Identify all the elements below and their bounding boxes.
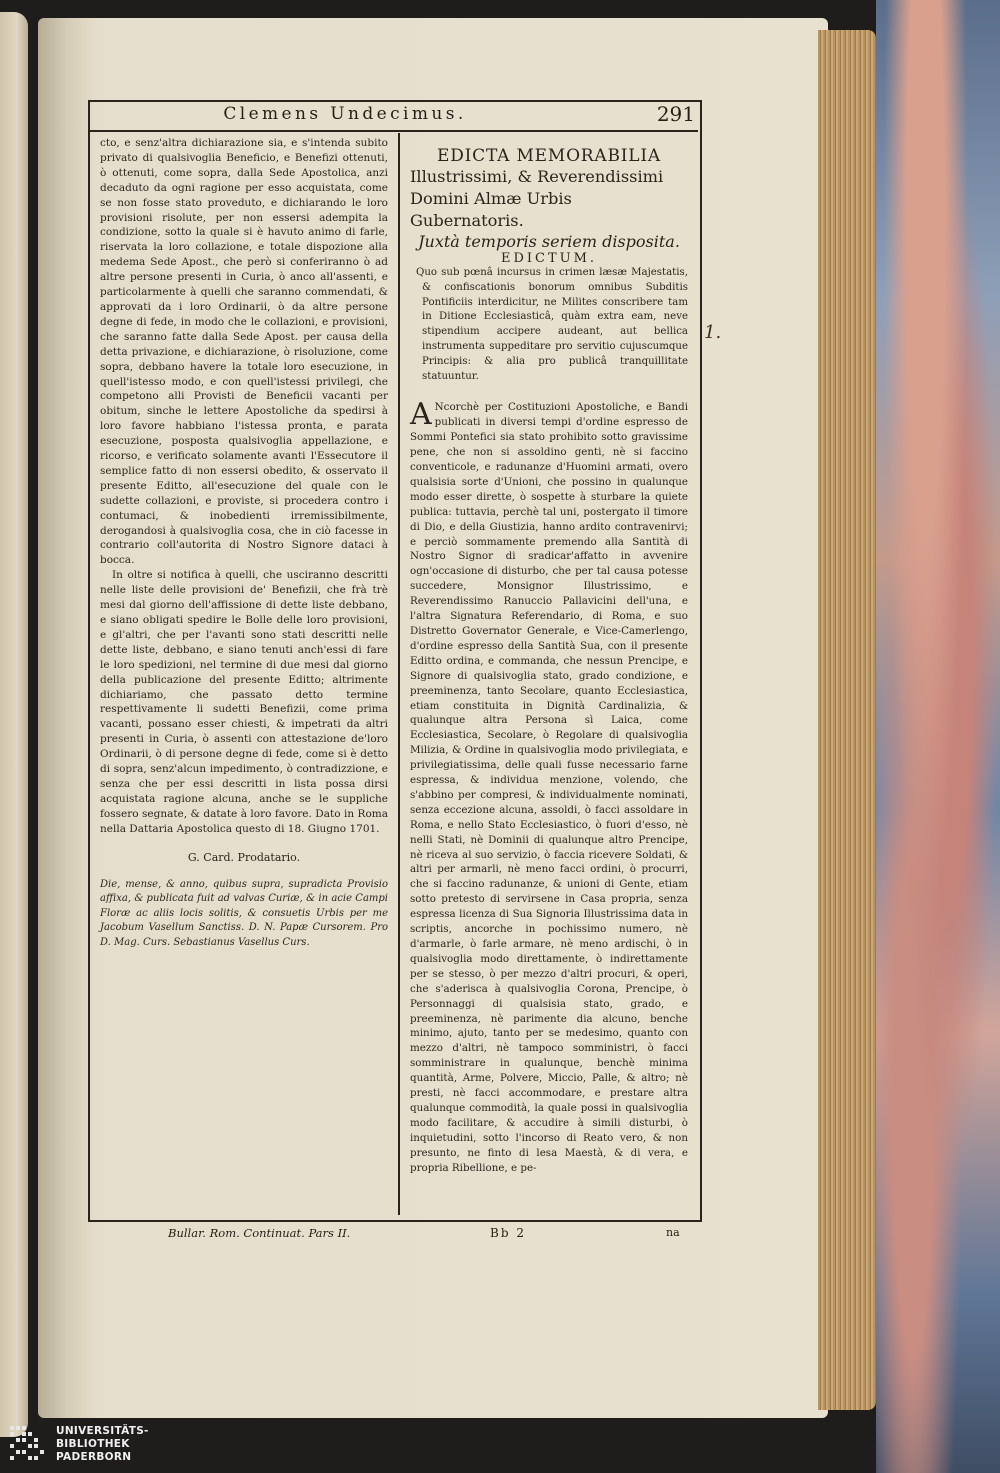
juxta-heading: Juxtà temporis seriem disposita. xyxy=(418,232,680,251)
logo-line-2: BIBLIOTHEK xyxy=(56,1438,130,1450)
page-number: 291 xyxy=(656,102,695,126)
left-column xyxy=(100,136,388,1214)
page-fore-edge xyxy=(818,30,876,1410)
library-logo-text xyxy=(56,1425,206,1464)
marbled-cover xyxy=(876,0,1000,1473)
running-head: Clemens Undecimus. xyxy=(223,104,467,124)
footer-volume: Bullar. Rom. Continuat. Pars II. xyxy=(168,1226,351,1240)
left-paragraph-1: cto, e senz'altra dichiarazione sia, e s'intenda subito privato di qualsivoglia Beneficio, e Benefizi ottenuti, ò ottenuti, come sopra, dalla Sede Apostolica, anzi decaduto da ogni ragione per esso acquistata, come se non fosse stato proveduto, e dichiarando le loro provisioni risolute, per non essersi adempita la condizione, sotto la quale si è havuto animo di farle, riservata la loro collazione, e totale dispozione alla medema Sede Apost., che però si conferiranno ò ad altre persone presenti in Curia, ò anco all'assenti, e particolarmente à quelli che saranno commendati, & approvati da i loro Ordinarii, ò da altre persone degne di fede, in modo che le collazioni, e provisioni, che saranno fatte dalla Sede Apost. per causa della detta privazione, e dichiarazione, ò risoluzione, come sopra, debbano havere la totale loro esecuzione, in quell'istesso modo, e con quell'istessi privilegi, che competono alli Provisti de Beneficii vacanti per obitum, sinche le lettere Apostoliche da spedirsi à loro favore habbiano l'istessa pronta, e parata esecuzione, posposta qualsivoglia appellazione, e ricorso, e verificato solamente avanti l'Essecutore il semplice fatto di non essersi obedito, & osservato il presente Editto, all'esecuzione del quale con le sudette collazioni, e proviste, si procedera contro i contumaci, & inobedienti irremissibilmente, derogandosi à qualsivoglia cosa, che in ciò facesse in contrario coll'autorita di Nostro Signore dataci à bocca. xyxy=(100,137,388,567)
left-page-edge xyxy=(0,12,28,1437)
edict-summary: Quo sub pœnâ incursus in crimen læsæ Majestatis, & confiscationis bonorum omnibus Subditis Pontificiis interdicitur, ne Milites conscribere tam in Ditione Ecclesiasticâ, quàm extra eam, neve stipendium accipere audeant, aut bellica instrumenta suppeditare pro servitio cujuscumque Principis: & alia pro publicâ tranquillitate statuuntur. xyxy=(416,267,688,382)
edicta-subtitle: Illustrissimi, & Reverendissimi Domini Almæ Urbis Gubernatoris. xyxy=(410,167,664,230)
edictum-heading: EDICTUM. xyxy=(500,251,598,266)
library-logo[interactable] xyxy=(8,1422,208,1468)
affixation-notice: Die, mense, & anno, quibus supra, supradicta Provisio affixa, & publicata fuit ad valvas Curiæ, & in acie Campi Floræ ac aliis locis solitis, & consuetis Urbis per me Jacobum Vasellum Sanctiss. D. N. Papæ Cursorem. Pro D. Mag. Curs. Sebastianus Vasellus Curs. xyxy=(100,878,388,948)
left-paragraph-2: In oltre si notifica à quelli, che usciranno descritti nelle liste delle provisioni de' Benefizii, che frà trè mesi dal giorno dell'affissione di dette liste debbano, e siano obligati spedire le Bolle delle loro provisioni, e gl'altri, che per l'avanti sono stati descritti nelle dette liste, debbano, e siano tenuti anch'essi di fare le loro spedizioni, nel termine di due mesi dal giorno della publicazione del presente Editto; altrimente dichiariamo, che passato detto termine respettivamente li sudetti Benefizii, come prima vacanti, possano esser chiesti, & impetrati da altri presenti in Curia, ò assenti con attestazione de'loro Ordinarii, ò di persone degne di fede, come si è detto di sopra, senz'alcun impedimento, ò contradizzione, e senza che per essi descritti in lista possa dirsi acquistata ragione alcuna, anche se le suppliche fossero segnate, & datate à loro favore. Dato in Roma nella Dattaria Apostolica questo di 18. Giugno 1701. xyxy=(100,569,388,835)
drop-cap: A xyxy=(410,397,432,433)
marginal-note: 1. xyxy=(704,322,722,343)
edict-body xyxy=(410,397,688,1175)
logo-line-3: PADERBORN xyxy=(56,1451,132,1463)
column-divider xyxy=(398,133,400,1215)
header-rule xyxy=(88,130,698,132)
logo-line-1: UNIVERSITÄTS- xyxy=(56,1425,149,1437)
edict-body-text: Ncorchè per Costituzioni Apostoliche, e Bandi publicati in diversi tempi d'ordine espresso de Sommi Pontefici sia stato prohibito sotto gravissime pene, che non si assoldino genti, nè si faccino conventicole, e radunanze d'Huomini armati, overo qualsisia sorte d'Unioni, che possino in qualunque modo esser dirette, ò sospette à sturbare la quiete publica: tuttavia, perchè tal uni, postergato il timore di Dio, e della Giustizia, hanno ardito contravenirvi; e perciò sommamente premendo alla Santità di Nostro Signor di sradicar'affatto in avvenire ogn'occasione di disturbo, che per tal causa potesse succedere, Monsignor Illustrissimo, e Reverendissimo Ranuccio Pallavicini dell'una, e l'altra Signatura Referendario, di Roma, e suo Distretto Governator Generale, e Vice-Camerlengo, d'ordine espresso della Santità Sua, con il presente Editto ordina, e commanda, che nessun Prencipe, e Signore di qualsivoglia stato, grado condizione, e preeminenza, tanto Secolare, quanto Ecclesiastica, etiam constituita in Dignità Cardinalizia, & qualunque altra Persona sì Laica, come Ecclesiastica, Secolare, ò Regolare di qualsivoglia Milizia, & Ordine in qualsivoglia modo privilegiata, e privilegiatissima, delle quali fusse necessario farne espressa, & individua menzione, volendo, che s'abbino per compresi, & individualmente nominati, senza eccezione alcuna, assoldi, ò facci assoldare in Roma, e nello Stato Ecclesiastico, ò fuori d'esso, nè nelli Stati, nè Dominii di qualunque altro Prencipe, nè riceva al suo servizio, ò faccia ricevere Soldati, & altri per armarli, nè meno facci ordini, ò procurri, che si faccino radunanze, & unioni di Gente, etiam sotto pretesto di servirsene in Casa propria, senza espressa licenza di Sua Signoria Illustrissima data in scriptis, ancorche in pochissimo numero, nè d'armarle, ò farle armare, nè meno ardischi, ò in qualsivoglia modo direttamente, ò indirettamente per se stesso, ò per mezzo d'altri procuri, & operi, che s'aderisca à qualsivoglia Corona, Prencipe, ò Personnaggi di qualsisia stato, grado, e preeminenza, nè parimente dia alcuno, benche minimo, ajuto, tanto per se medesimo, quanto con mezzo d'altri, nè tampoco somministri, ò facci somministrare in qualunque, benchè minima quantità, Arme, Polvere, Miccio, Palle, & altro; nè presti, nè facci accommodare, e prestare altra qualunque commodità, la quale possi in qualsivoglia modo facilitare, & accudire à simili disturbi, ò inquietudini, sotto l'incorso di Reato vero, & non presunto, ne finto di lesa Maestà, & di vera, e propria Ribellione, e pe- xyxy=(410,401,688,1174)
edicta-title: EDICTA MEMORABILIA xyxy=(437,146,661,166)
library-logo-icon xyxy=(8,1424,48,1464)
catchword: na xyxy=(666,1226,680,1239)
prodatario-signature: G. Card. Prodatario. xyxy=(187,850,301,864)
right-column xyxy=(410,146,688,1216)
signature-mark: Bb 2 xyxy=(490,1226,526,1240)
